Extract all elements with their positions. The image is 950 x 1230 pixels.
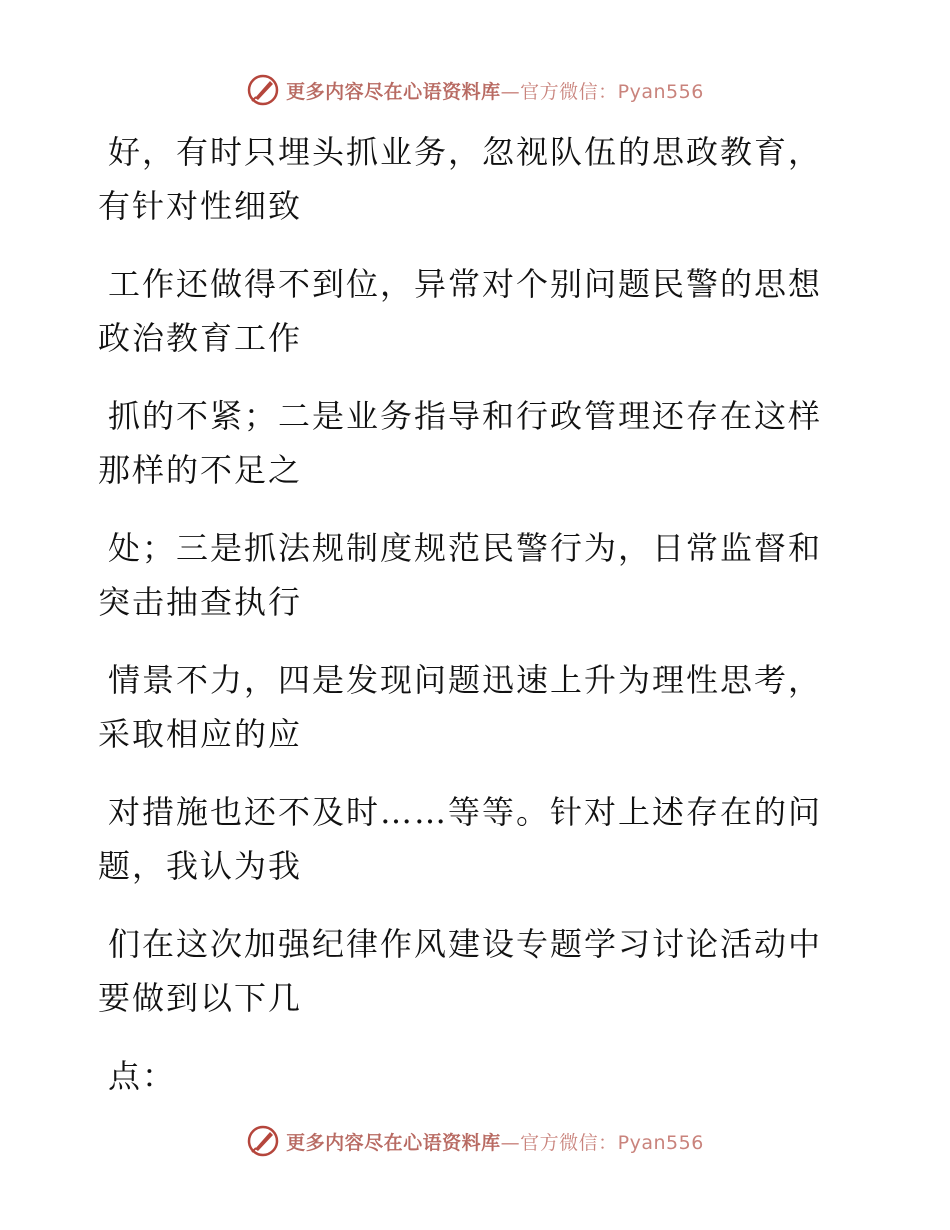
- quill-pen-logo-icon: [246, 73, 280, 107]
- paragraph-line: 要做到以下几: [98, 979, 303, 1017]
- footer-banner-text: [286, 1128, 704, 1155]
- paragraph-line: 对措施也还不及时……等等。针对上述存在的问: [108, 793, 823, 831]
- footer-banner-main: 更多内容尽在心语资料库: [286, 1131, 501, 1154]
- header-banner-wechat: 官方微信：Pyan556: [520, 80, 704, 103]
- paragraph-line: 工作还做得不到位，异常对个别问题民警的思想: [108, 265, 823, 303]
- paragraph: [98, 785, 838, 893]
- paragraph-line: 抓的不紧；二是业务指导和行政管理还存在这样: [108, 397, 823, 435]
- paragraph: [98, 653, 838, 761]
- header-banner-text: [286, 77, 704, 104]
- paragraph-line: 好，有时只埋头抓业务，忽视队伍的思政教育，: [108, 133, 823, 171]
- paragraph: [98, 1049, 838, 1103]
- paragraph-line: 情景不力，四是发现问题迅速上升为理性思考，: [108, 661, 823, 699]
- footer-banner-wechat: 官方微信：Pyan556: [520, 1131, 704, 1154]
- paragraph-line: 题，我认为我: [98, 847, 303, 885]
- paragraph-line: 处；三是抓法规制度规范民警行为，日常监督和: [108, 529, 823, 567]
- footer-banner: [0, 1121, 950, 1161]
- paragraph: [98, 917, 838, 1025]
- paragraph: [98, 521, 838, 629]
- paragraph-line: 点：: [108, 1057, 177, 1095]
- document-body: [98, 125, 838, 1127]
- paragraph-line: 们在这次加强纪律作风建设专题学习讨论活动中: [108, 925, 823, 963]
- header-banner-sep: —: [500, 80, 521, 103]
- paragraph-line: 政治教育工作: [98, 319, 303, 357]
- paragraph: [98, 125, 838, 233]
- header-banner-main: 更多内容尽在心语资料库: [286, 80, 501, 103]
- paragraph-line: 有针对性细致: [98, 187, 303, 225]
- paragraph: [98, 257, 838, 365]
- paragraph-line: 突击抽查执行: [98, 583, 303, 621]
- paragraph-line: 那样的不足之: [98, 451, 303, 489]
- footer-banner-sep: —: [500, 1131, 521, 1154]
- header-banner: [0, 70, 950, 110]
- quill-pen-logo-icon: [246, 1124, 280, 1158]
- paragraph-line: 采取相应的应: [98, 715, 303, 753]
- paragraph: [98, 389, 838, 497]
